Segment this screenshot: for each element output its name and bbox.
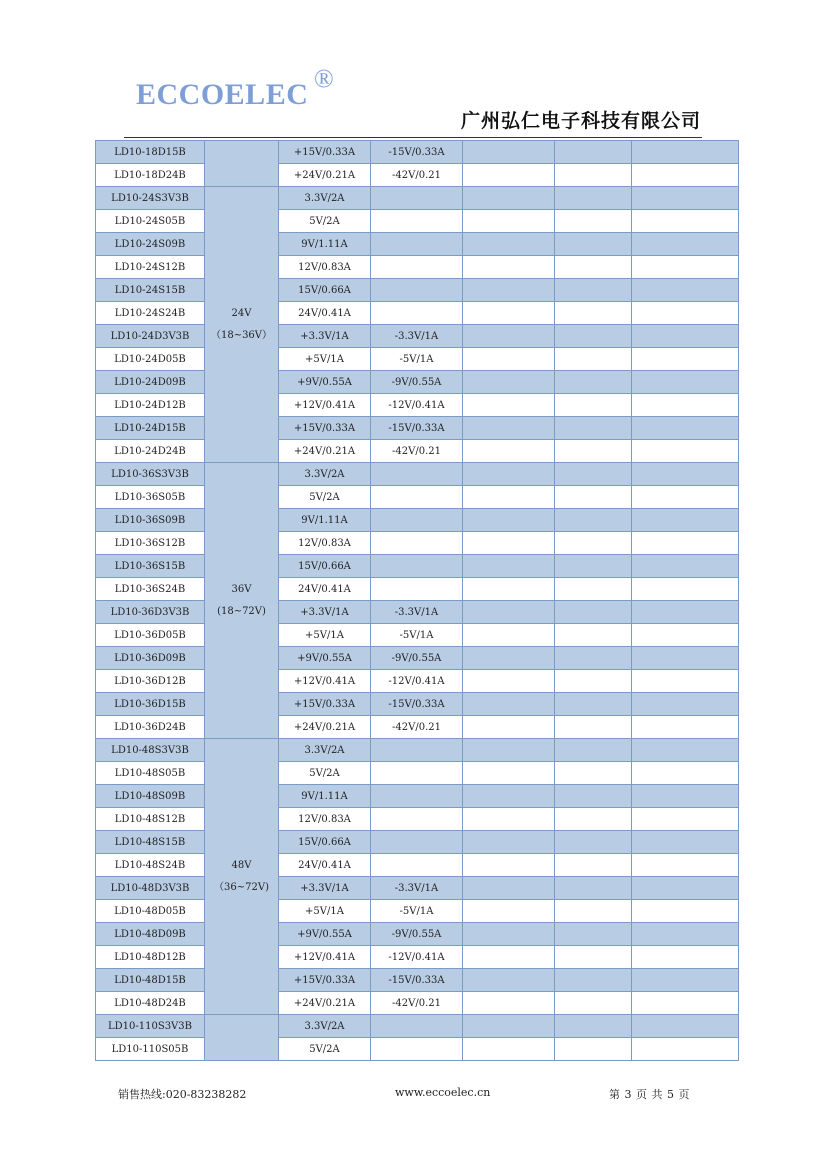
empty-cell	[632, 486, 739, 509]
output-1-cell: +9V/0.55A	[279, 371, 371, 394]
model-cell: LD10-48S05B	[96, 762, 205, 785]
model-cell: LD10-36S05B	[96, 486, 205, 509]
empty-cell	[632, 1015, 739, 1038]
empty-cell	[632, 831, 739, 854]
table-row	[96, 808, 739, 831]
model-cell: LD10-24S3V3B	[96, 187, 205, 210]
empty-cell	[555, 716, 632, 739]
table-row	[96, 877, 739, 900]
empty-cell	[555, 877, 632, 900]
empty-cell	[555, 578, 632, 601]
model-cell: LD10-48S3V3B	[96, 739, 205, 762]
empty-cell	[463, 624, 555, 647]
output-1-cell: +12V/0.41A	[279, 670, 371, 693]
output-1-cell: +5V/1A	[279, 624, 371, 647]
model-cell: LD10-36S09B	[96, 509, 205, 532]
output-1-cell: +24V/0.21A	[279, 440, 371, 463]
model-cell: LD10-36S12B	[96, 532, 205, 555]
model-cell: LD10-48D12B	[96, 946, 205, 969]
table-row	[96, 946, 739, 969]
table-row	[96, 394, 739, 417]
empty-cell	[463, 279, 555, 302]
output-1-cell: 12V/0.83A	[279, 808, 371, 831]
output-1-cell: 9V/1.11A	[279, 509, 371, 532]
output-1-cell: 5V/2A	[279, 1038, 371, 1061]
empty-cell	[463, 555, 555, 578]
output-2-cell: -3.3V/1A	[371, 877, 463, 900]
empty-cell	[632, 233, 739, 256]
model-cell: LD10-24S12B	[96, 256, 205, 279]
model-cell: LD10-24D12B	[96, 394, 205, 417]
output-2-cell	[371, 578, 463, 601]
empty-cell	[632, 509, 739, 532]
empty-cell	[463, 923, 555, 946]
output-1-cell: 5V/2A	[279, 762, 371, 785]
model-cell: LD10-18D24B	[96, 164, 205, 187]
model-cell: LD10-48D3V3B	[96, 877, 205, 900]
table-row	[96, 969, 739, 992]
output-2-cell: -5V/1A	[371, 624, 463, 647]
empty-cell	[463, 302, 555, 325]
output-1-cell: 5V/2A	[279, 210, 371, 233]
table-row	[96, 348, 739, 371]
empty-cell	[463, 486, 555, 509]
empty-cell	[632, 762, 739, 785]
empty-cell	[463, 946, 555, 969]
output-1-cell: +12V/0.41A	[279, 946, 371, 969]
company-logo: ECCOELEC	[136, 78, 309, 111]
input-voltage: 24V	[231, 307, 252, 319]
output-1-cell: 15V/0.66A	[279, 555, 371, 578]
table-row	[96, 371, 739, 394]
output-2-cell	[371, 1015, 463, 1038]
output-2-cell	[371, 233, 463, 256]
model-cell: LD10-110S05B	[96, 1038, 205, 1061]
empty-cell	[632, 693, 739, 716]
empty-cell	[632, 279, 739, 302]
empty-cell	[555, 509, 632, 532]
empty-cell	[463, 1015, 555, 1038]
model-cell: LD10-36D05B	[96, 624, 205, 647]
model-cell: LD10-48D24B	[96, 992, 205, 1015]
empty-cell	[555, 486, 632, 509]
model-cell: LD10-48D05B	[96, 900, 205, 923]
model-cell: LD10-24D09B	[96, 371, 205, 394]
model-cell: LD10-48D09B	[96, 923, 205, 946]
output-1-cell: +24V/0.21A	[279, 164, 371, 187]
model-cell: LD10-24S15B	[96, 279, 205, 302]
model-cell: LD10-24S09B	[96, 233, 205, 256]
empty-cell	[632, 256, 739, 279]
empty-cell	[463, 463, 555, 486]
output-2-cell	[371, 808, 463, 831]
empty-cell	[632, 716, 739, 739]
empty-cell	[632, 992, 739, 1015]
empty-cell	[632, 394, 739, 417]
output-2-cell: -9V/0.55A	[371, 923, 463, 946]
sales-hotline: 销售热线:020-83238282	[118, 1088, 247, 1101]
output-2-cell: -9V/0.55A	[371, 647, 463, 670]
output-1-cell: +3.3V/1A	[279, 601, 371, 624]
empty-cell	[463, 325, 555, 348]
header-divider	[124, 137, 702, 138]
table-row	[96, 739, 739, 762]
table-row	[96, 509, 739, 532]
output-2-cell: -9V/0.55A	[371, 371, 463, 394]
empty-cell	[632, 325, 739, 348]
table-row	[96, 463, 739, 486]
empty-cell	[555, 348, 632, 371]
table-row	[96, 578, 739, 601]
output-1-cell: 24V/0.41A	[279, 854, 371, 877]
empty-cell	[555, 463, 632, 486]
registered-mark-icon: ®	[314, 64, 334, 93]
model-cell: LD10-24D15B	[96, 417, 205, 440]
empty-cell	[555, 164, 632, 187]
table-row	[96, 325, 739, 348]
output-2-cell	[371, 279, 463, 302]
output-2-cell: -15V/0.33A	[371, 141, 463, 164]
empty-cell	[632, 141, 739, 164]
empty-cell	[555, 693, 632, 716]
empty-cell	[555, 831, 632, 854]
table-row	[96, 440, 739, 463]
empty-cell	[463, 233, 555, 256]
table-row	[96, 141, 739, 164]
empty-cell	[463, 992, 555, 1015]
empty-cell	[555, 256, 632, 279]
empty-cell	[632, 302, 739, 325]
output-2-cell: -42V/0.21	[371, 440, 463, 463]
empty-cell	[463, 739, 555, 762]
empty-cell	[463, 808, 555, 831]
model-cell: LD10-48S09B	[96, 785, 205, 808]
output-2-cell	[371, 739, 463, 762]
output-1-cell: 9V/1.11A	[279, 233, 371, 256]
output-2-cell: -42V/0.21	[371, 992, 463, 1015]
table-row	[96, 555, 739, 578]
table-row	[96, 693, 739, 716]
output-2-cell	[371, 187, 463, 210]
output-2-cell	[371, 256, 463, 279]
output-1-cell: +15V/0.33A	[279, 141, 371, 164]
empty-cell	[463, 877, 555, 900]
output-1-cell: +24V/0.21A	[279, 716, 371, 739]
table-row	[96, 647, 739, 670]
input-voltage: 36V	[231, 583, 252, 595]
empty-cell	[555, 969, 632, 992]
input-voltage-cell	[205, 463, 279, 739]
empty-cell	[555, 210, 632, 233]
model-cell: LD10-24D3V3B	[96, 325, 205, 348]
empty-cell	[555, 325, 632, 348]
empty-cell	[463, 854, 555, 877]
table-row	[96, 1038, 739, 1061]
output-1-cell: 12V/0.83A	[279, 532, 371, 555]
input-voltage-cell	[205, 141, 279, 187]
output-1-cell: +5V/1A	[279, 348, 371, 371]
output-1-cell: +15V/0.33A	[279, 969, 371, 992]
output-1-cell: 5V/2A	[279, 486, 371, 509]
empty-cell	[555, 739, 632, 762]
model-cell: LD10-36D3V3B	[96, 601, 205, 624]
model-cell: LD10-36D24B	[96, 716, 205, 739]
table-row	[96, 1015, 739, 1038]
website-link[interactable]: www.eccoelec.cn	[395, 1086, 491, 1099]
table-row	[96, 486, 739, 509]
empty-cell	[463, 371, 555, 394]
output-2-cell	[371, 532, 463, 555]
table-row	[96, 762, 739, 785]
empty-cell	[632, 670, 739, 693]
output-2-cell	[371, 302, 463, 325]
empty-cell	[632, 371, 739, 394]
table-row	[96, 716, 739, 739]
input-range: (18~72V)	[217, 605, 266, 617]
input-range: （36~72V)	[214, 881, 269, 893]
empty-cell	[463, 141, 555, 164]
page-number: 第 3 页 共 5 页	[609, 1088, 690, 1101]
output-1-cell: +3.3V/1A	[279, 325, 371, 348]
model-cell: LD10-36S3V3B	[96, 463, 205, 486]
product-spec-table	[95, 140, 739, 1061]
empty-cell	[555, 670, 632, 693]
empty-cell	[555, 808, 632, 831]
empty-cell	[632, 923, 739, 946]
output-1-cell: 15V/0.66A	[279, 279, 371, 302]
output-1-cell: +24V/0.21A	[279, 992, 371, 1015]
empty-cell	[555, 624, 632, 647]
input-voltage: 48V	[231, 859, 252, 871]
output-2-cell	[371, 854, 463, 877]
model-cell: LD10-24D24B	[96, 440, 205, 463]
output-2-cell	[371, 463, 463, 486]
model-cell: LD10-36D09B	[96, 647, 205, 670]
empty-cell	[632, 187, 739, 210]
empty-cell	[555, 279, 632, 302]
empty-cell	[555, 785, 632, 808]
model-cell: LD10-36S24B	[96, 578, 205, 601]
table-row	[96, 854, 739, 877]
output-1-cell: +3.3V/1A	[279, 877, 371, 900]
empty-cell	[463, 670, 555, 693]
table-row	[96, 210, 739, 233]
table-row	[96, 670, 739, 693]
empty-cell	[555, 394, 632, 417]
empty-cell	[555, 187, 632, 210]
output-2-cell	[371, 210, 463, 233]
company-name: 广州弘仁电子科技有限公司	[460, 110, 701, 132]
empty-cell	[632, 946, 739, 969]
empty-cell	[463, 417, 555, 440]
output-2-cell: -12V/0.41A	[371, 946, 463, 969]
empty-cell	[632, 877, 739, 900]
empty-cell	[632, 578, 739, 601]
model-cell: LD10-24D05B	[96, 348, 205, 371]
empty-cell	[555, 371, 632, 394]
output-1-cell: 3.3V/2A	[279, 463, 371, 486]
table-row	[96, 923, 739, 946]
output-2-cell: -15V/0.33A	[371, 693, 463, 716]
input-voltage-cell	[205, 187, 279, 463]
output-1-cell: 3.3V/2A	[279, 1015, 371, 1038]
output-2-cell	[371, 486, 463, 509]
table-row	[96, 279, 739, 302]
empty-cell	[555, 141, 632, 164]
table-row	[96, 601, 739, 624]
empty-cell	[632, 624, 739, 647]
model-cell: LD10-48S15B	[96, 831, 205, 854]
empty-cell	[463, 831, 555, 854]
output-1-cell: +12V/0.41A	[279, 394, 371, 417]
empty-cell	[555, 417, 632, 440]
empty-cell	[632, 785, 739, 808]
empty-cell	[463, 969, 555, 992]
empty-cell	[632, 440, 739, 463]
empty-cell	[555, 440, 632, 463]
output-2-cell	[371, 1038, 463, 1061]
empty-cell	[463, 210, 555, 233]
empty-cell	[463, 1038, 555, 1061]
output-1-cell: 3.3V/2A	[279, 187, 371, 210]
output-2-cell	[371, 762, 463, 785]
empty-cell	[555, 946, 632, 969]
output-1-cell: 12V/0.83A	[279, 256, 371, 279]
model-cell: LD10-24S24B	[96, 302, 205, 325]
model-cell: LD10-48S12B	[96, 808, 205, 831]
table-row	[96, 164, 739, 187]
table-row	[96, 785, 739, 808]
input-voltage-cell	[205, 1015, 279, 1061]
table-row	[96, 624, 739, 647]
output-2-cell: -42V/0.21	[371, 716, 463, 739]
empty-cell	[555, 302, 632, 325]
model-cell: LD10-36S15B	[96, 555, 205, 578]
empty-cell	[463, 440, 555, 463]
empty-cell	[463, 647, 555, 670]
empty-cell	[632, 463, 739, 486]
empty-cell	[555, 647, 632, 670]
model-cell: LD10-24S05B	[96, 210, 205, 233]
empty-cell	[463, 348, 555, 371]
model-cell: LD10-110S3V3B	[96, 1015, 205, 1038]
output-2-cell: -5V/1A	[371, 348, 463, 371]
empty-cell	[632, 647, 739, 670]
empty-cell	[632, 739, 739, 762]
output-2-cell: -15V/0.33A	[371, 417, 463, 440]
empty-cell	[463, 900, 555, 923]
output-1-cell: +15V/0.33A	[279, 693, 371, 716]
output-2-cell	[371, 785, 463, 808]
output-2-cell: -3.3V/1A	[371, 601, 463, 624]
empty-cell	[463, 509, 555, 532]
output-2-cell	[371, 509, 463, 532]
model-cell: LD10-48S24B	[96, 854, 205, 877]
input-voltage-cell	[205, 739, 279, 1015]
empty-cell	[632, 969, 739, 992]
output-2-cell: -3.3V/1A	[371, 325, 463, 348]
empty-cell	[463, 578, 555, 601]
table-row	[96, 532, 739, 555]
table-row	[96, 256, 739, 279]
empty-cell	[632, 601, 739, 624]
output-2-cell: -42V/0.21	[371, 164, 463, 187]
empty-cell	[555, 1038, 632, 1061]
model-cell: LD10-48D15B	[96, 969, 205, 992]
output-1-cell: +15V/0.33A	[279, 417, 371, 440]
output-1-cell: 24V/0.41A	[279, 578, 371, 601]
empty-cell	[463, 693, 555, 716]
empty-cell	[555, 900, 632, 923]
output-1-cell: +9V/0.55A	[279, 647, 371, 670]
empty-cell	[555, 1015, 632, 1038]
output-1-cell: 3.3V/2A	[279, 739, 371, 762]
output-2-cell: -15V/0.33A	[371, 969, 463, 992]
empty-cell	[632, 210, 739, 233]
table-row	[96, 187, 739, 210]
output-1-cell: +5V/1A	[279, 900, 371, 923]
empty-cell	[555, 233, 632, 256]
output-1-cell: 9V/1.11A	[279, 785, 371, 808]
empty-cell	[632, 1038, 739, 1061]
empty-cell	[555, 532, 632, 555]
output-1-cell: 15V/0.66A	[279, 831, 371, 854]
empty-cell	[463, 256, 555, 279]
output-2-cell: -5V/1A	[371, 900, 463, 923]
table-row	[96, 900, 739, 923]
empty-cell	[632, 348, 739, 371]
table-row	[96, 992, 739, 1015]
output-1-cell: 24V/0.41A	[279, 302, 371, 325]
model-cell: LD10-36D15B	[96, 693, 205, 716]
empty-cell	[463, 762, 555, 785]
empty-cell	[463, 164, 555, 187]
empty-cell	[555, 762, 632, 785]
empty-cell	[463, 716, 555, 739]
table-row	[96, 831, 739, 854]
empty-cell	[463, 532, 555, 555]
empty-cell	[463, 601, 555, 624]
empty-cell	[632, 164, 739, 187]
output-2-cell	[371, 831, 463, 854]
output-2-cell: -12V/0.41A	[371, 670, 463, 693]
table-row	[96, 417, 739, 440]
output-1-cell: +9V/0.55A	[279, 923, 371, 946]
table-row	[96, 302, 739, 325]
empty-cell	[632, 900, 739, 923]
empty-cell	[555, 555, 632, 578]
empty-cell	[632, 555, 739, 578]
empty-cell	[555, 854, 632, 877]
output-2-cell	[371, 555, 463, 578]
empty-cell	[463, 394, 555, 417]
empty-cell	[632, 417, 739, 440]
input-range: （18~36V）	[210, 329, 273, 341]
output-2-cell: -12V/0.41A	[371, 394, 463, 417]
empty-cell	[632, 808, 739, 831]
empty-cell	[632, 854, 739, 877]
empty-cell	[555, 923, 632, 946]
model-cell: LD10-36D12B	[96, 670, 205, 693]
empty-cell	[632, 532, 739, 555]
empty-cell	[555, 992, 632, 1015]
empty-cell	[463, 785, 555, 808]
table-row	[96, 233, 739, 256]
model-cell: LD10-18D15B	[96, 141, 205, 164]
empty-cell	[555, 601, 632, 624]
empty-cell	[463, 187, 555, 210]
